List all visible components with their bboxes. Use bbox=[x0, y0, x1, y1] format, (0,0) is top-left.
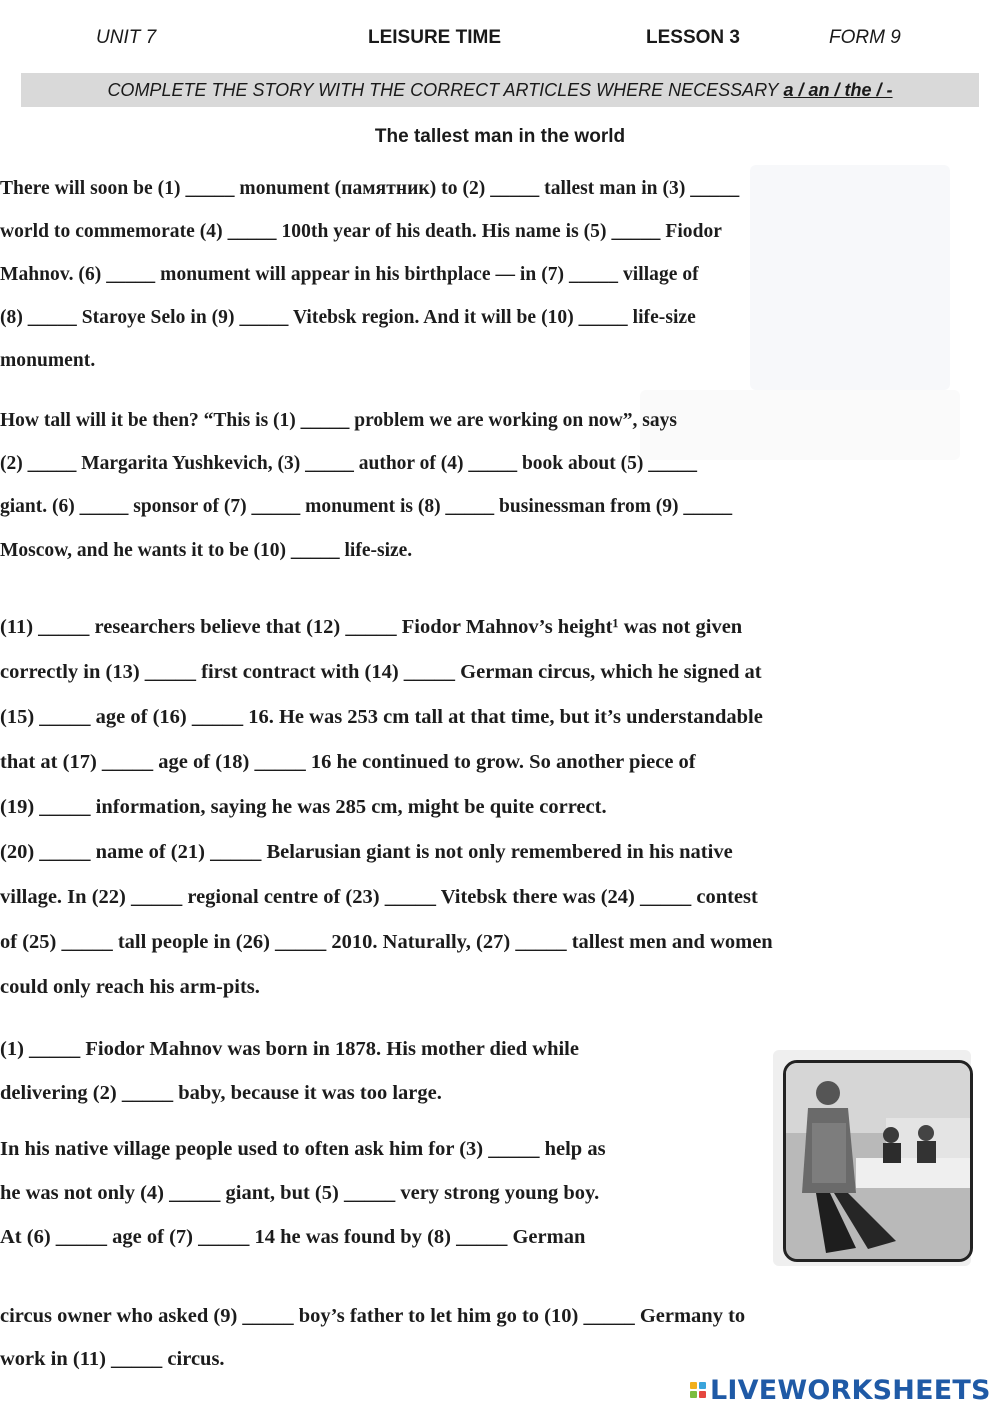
text-line: could only reach his arm-pits. bbox=[0, 976, 260, 998]
scan-shadow bbox=[750, 165, 950, 390]
lesson-label: LESSON 3 bbox=[646, 27, 740, 48]
text-line: (15) _____ age of (16) _____ 16. He was 253 cm tall at that time, but it’s understandable bbox=[0, 706, 763, 728]
logo-square bbox=[690, 1391, 697, 1398]
text-line: correctly in (13) _____ first contract with (14) _____ German circus, which he signed at bbox=[0, 661, 762, 683]
text-line: (19) _____ information, saying he was 285 cm, might be quite correct. bbox=[0, 796, 607, 818]
form-label: FORM 9 bbox=[829, 27, 901, 48]
text-line: of (25) _____ tall people in (26) _____ 2010. Naturally, (27) _____ tallest men and women bbox=[0, 931, 773, 953]
scan-shadow bbox=[640, 390, 960, 460]
text-line: Moscow, and he wants it to be (10) _____ life-size. bbox=[0, 540, 413, 561]
unit-label: UNIT 7 bbox=[96, 27, 157, 48]
text-line: There will soon be (1) _____ monument (памятник) to (2) _____ tallest man in (3) _____ bbox=[0, 178, 740, 199]
text-line: he was not only (4) _____ giant, but (5) _____ very strong young boy. bbox=[0, 1182, 600, 1204]
text-line: (8) _____ Staroye Selo in (9) _____ Vitebsk region. And it will be (10) _____ life-size bbox=[0, 307, 696, 328]
giant-photo-illustration bbox=[786, 1063, 970, 1259]
giant-photo bbox=[783, 1060, 973, 1262]
text-line: At (6) _____ age of (7) _____ 14 he was found by (8) _____ German bbox=[0, 1226, 586, 1248]
instruction-bar bbox=[21, 73, 979, 107]
text-line: (2) _____ Margarita Yushkevich, (3) _____ author of (4) _____ book about (5) _____ bbox=[0, 453, 697, 474]
text-line: (1) _____ Fiodor Mahnov was born in 1878. His mother died while bbox=[0, 1038, 579, 1060]
text-line: Mahnov. (6) _____ monument will appear in his birthplace — in (7) _____ village of bbox=[0, 264, 699, 285]
text-line: circus owner who asked (9) _____ boy’s father to let him go to (10) _____ Germany to bbox=[0, 1305, 746, 1327]
text-line: that at (17) _____ age of (18) _____ 16 he continued to grow. So another piece of bbox=[0, 751, 696, 773]
topic-label: LEISURE TIME bbox=[368, 27, 502, 48]
text-line: (11) _____ researchers believe that (12) _____ Fiodor Mahnov’s height¹ was not given bbox=[0, 616, 743, 638]
text-line: monument. bbox=[0, 350, 96, 371]
text-line: delivering (2) _____ baby, because it was too large. bbox=[0, 1082, 442, 1104]
text-line: work in (11) _____ circus. bbox=[0, 1348, 225, 1370]
instruction-text: COMPLETE THE STORY WITH THE CORRECT ARTICLES WHERE NECESSARY bbox=[107, 79, 779, 100]
text-line: How tall will it be then? “This is (1) _____ problem we are working on now”, says bbox=[0, 410, 677, 431]
text-line: village. In (22) _____ regional centre of (23) _____ Vitebsk there was (24) _____ contest bbox=[0, 886, 758, 908]
text-line: giant. (6) _____ sponsor of (7) _____ monument is (8) _____ businessman from (9) _____ bbox=[0, 496, 733, 517]
logo-square bbox=[699, 1382, 706, 1389]
logo-square bbox=[690, 1382, 697, 1389]
text-line: (20) _____ name of (21) _____ Belarusian giant is not only remembered in his native bbox=[0, 841, 733, 863]
logo-square bbox=[699, 1391, 706, 1398]
text-line: world to commemorate (4) _____ 100th year of his death. His name is (5) _____ Fiodor bbox=[0, 221, 722, 242]
liveworksheets-logo bbox=[690, 1372, 991, 1408]
story-title: The tallest man in the world bbox=[374, 126, 626, 147]
article-options: a / an / the / - bbox=[783, 79, 893, 100]
text-line: In his native village people used to often ask him for (3) _____ help as bbox=[0, 1138, 606, 1160]
logo-text: LIVEWORKSHEETS bbox=[710, 1374, 991, 1406]
logo-mark-icon bbox=[690, 1382, 706, 1398]
